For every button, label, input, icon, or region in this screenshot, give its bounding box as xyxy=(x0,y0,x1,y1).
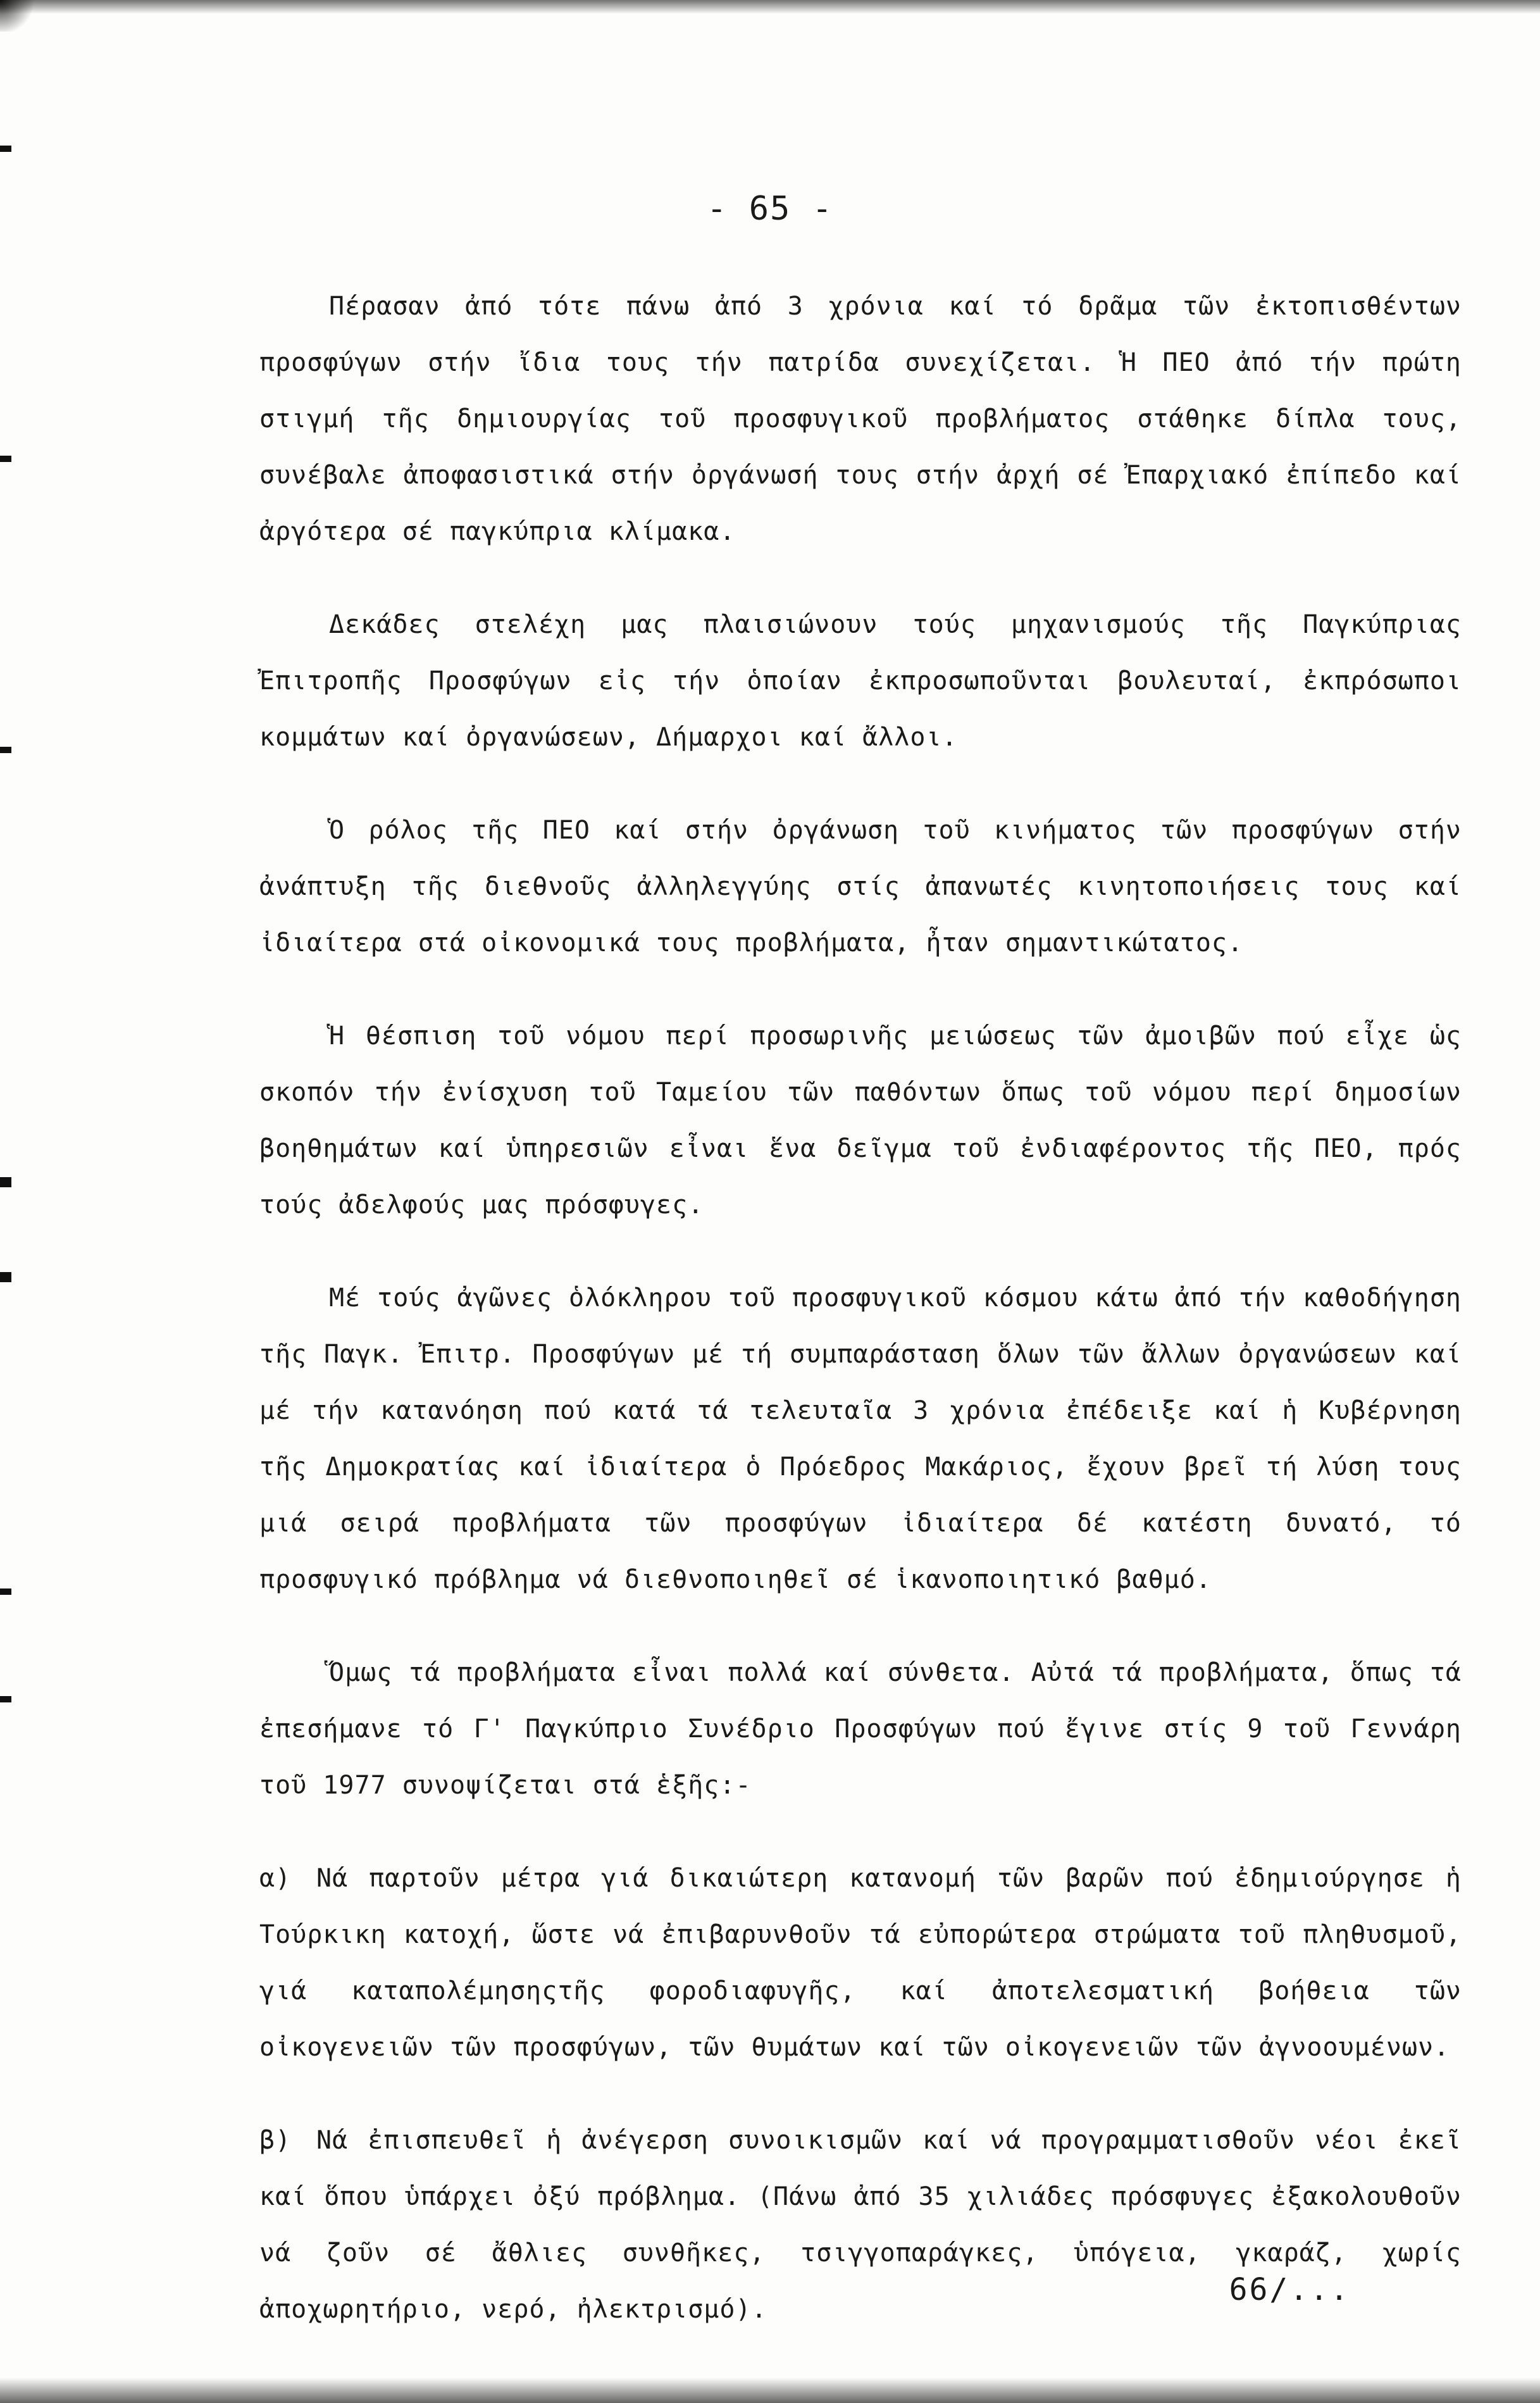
scan-edge-top xyxy=(0,0,1540,14)
paragraph: Πέρασαν ἀπό τότε πάνω ἀπό 3 χρόνια καί τό δρᾶμα τῶν ἐκτοπισθέντων προσφύγων στήν ἴδια τους τήν πατρίδα συνεχίζεται. Ἡ ΠΕΟ ἀπό τήν πρώτη στιγμή τῆς δημιουργίας τοῦ προσφυγικοῦ προβλήματος στάθηκε δίπλα τους, συνέβαλε ἀποφασιστικά στήν ὀργάνωσή τους στήν ἀρχή σέ Ἐπαρχιακό ἐπίπεδο καί ἀργότερα σέ παγκύπρια κλίμακα. xyxy=(259,292,1462,546)
list-marker: α) xyxy=(259,1864,292,1893)
list-marker: β) xyxy=(259,2126,292,2155)
paragraph: Μέ τούς ἀγῶνες ὁλόκληρου τοῦ προσφυγικοῦ κόσμου κάτω ἀπό τήν καθοδήγηση τῆς Παγκ. Ἐπιτρ. Προσφύγων μέ τή συμπαράσταση ὅλων τῶν ἄλλων ὀργανώσεων καί μέ τήν κατανόηση πού κατά τά τελευταῖα 3 χρόνια ἐπέδειξε καί ἡ Κυβέρνηση τῆς Δημοκρατίας καί ἰδιαίτερα ὁ Πρόεδρος Μακάριος, ἔχουν βρεῖ τή λύση τους μιά σειρά προβλήματα τῶν προσφύγων ἰδιαίτερα δέ κατέστη δυνατό, τό προσφυγικό πρόβλημα νά διεθνοποιηθεῖ σέ ἱκανοποιητικό βαθμό. xyxy=(259,1283,1462,1594)
punch-mark xyxy=(0,456,11,462)
punch-mark xyxy=(0,747,11,753)
list-item xyxy=(259,1851,1462,2076)
paragraph: Ὁ ρόλος τῆς ΠΕΟ καί στήν ὀργάνωση τοῦ κινήματος τῶν προσφύγων στήν ἀνάπτυξη τῆς διεθνοῦς ἀλληλεγγύης στίς ἀπανωτές κινητοποιήσεις τους καί ἰδιαίτερα στά οἰκονομικά τους προβλήματα, ἦταν σημαντικώτατος. xyxy=(259,816,1462,958)
punch-mark xyxy=(0,1177,11,1187)
scan-edge-bottom xyxy=(0,2378,1540,2403)
continuation-marker: 66/... xyxy=(1229,2272,1350,2307)
paragraph: Ὅμως τά προβλήματα εἶναι πολλά καί σύνθετα. Αὐτά τά προβλήματα, ὅπως τά ἐπεσήμανε τό Γ' Παγκύπριο Συνέδριο Προσφύγων πού ἔγινε στίς 9 τοῦ Γεννάρη τοῦ 1977 συνοψίζεται στά ἑξῆς:- xyxy=(259,1658,1462,1800)
list-item-text: Νά παρτοῦν μέτρα γιά δικαιώτερη κατανομή τῶν βαρῶν πού ἐδημιούργησε ἡ Τούρκικη κατοχή, ὥστε νά ἐπιβαρυνθοῦν τά εὐπορώτερα στρώματα τοῦ πληθυσμοῦ, γιά καταπολέμησηςτῆς φοροδιαφυγῆς, καί ἀποτελεσματική βοήθεια τῶν οἰκογενειῶν τῶν προσφύγων, τῶν θυμάτων καί τῶν οἰκογενειῶν τῶν ἀγνοουμένων. xyxy=(259,1864,1462,2062)
punch-mark xyxy=(0,1696,11,1702)
document-body xyxy=(259,278,1462,2375)
paragraph: Δεκάδες στελέχη μας πλαισιώνουν τούς μηχανισμούς τῆς Παγκύπριας Ἐπιτροπῆς Προσφύγων εἰς τήν ὁποίαν ἐκπροσωποῦνται βουλευταί, ἐκπρόσωποι κομμάτων καί ὀργανώσεων, Δήμαρχοι καί ἄλλοι. xyxy=(259,610,1462,752)
punch-mark xyxy=(0,1588,11,1595)
paragraph: Ἡ θέσπιση τοῦ νόμου περί προσωρινῆς μειώσεως τῶν ἀμοιβῶν πού εἶχε ὡς σκοπόν τήν ἐνίσχυση τοῦ Ταμείου τῶν παθόντων ὅπως τοῦ νόμου περί δημοσίων βοηθημάτων καί ὑπηρεσιῶν εἶναι ἕνα δεῖγμα τοῦ ἐνδιαφέροντος τῆς ΠΕΟ, πρός τούς ἀδελφούς μας πρόσφυγες. xyxy=(259,1021,1462,1220)
punch-mark xyxy=(0,1272,11,1282)
punch-mark xyxy=(0,146,11,152)
page-number: - 65 - xyxy=(707,190,833,228)
scan-corner xyxy=(0,0,38,32)
list-item-text: Νά ἐπισπευθεῖ ἡ ἀνέγερση συνοικισμῶν καί νά προγραμματισθοῦν νέοι ἐκεῖ καί ὅπου ὑπάρχει ὀξύ πρόβλημα. (Πάνω ἀπό 35 χιλιάδες πρόσφυγες ἐξακολουθοῦν νά ζοῦν σέ ἄθλιες συνθῆκες, τσιγγοπαράγκες, ὑπόγεια, γκαράζ, χωρίς ἀποχωρητήριο, νερό, ἠλεκτρισμό). xyxy=(259,2126,1462,2324)
